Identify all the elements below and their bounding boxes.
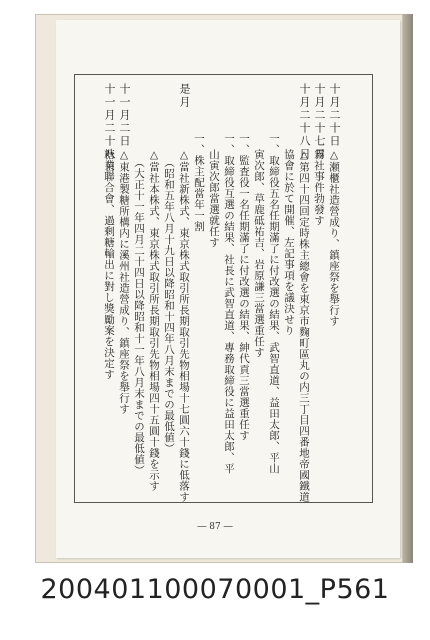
text-column: △第四十四回定時株主總會を東京市麴町區丸の内三丁目四番地帝國鐵道 <box>298 149 310 503</box>
text-column: △東港製糖所構内に溪州社造營成り、鎮座祭を舉行す <box>118 149 130 415</box>
text-column: 山寅次郎當選就任す <box>208 149 220 248</box>
archive-id-caption: 200401100070001_P561 <box>40 574 390 605</box>
text-column: 協會に於て開催、左記事項を議決せり <box>283 149 295 336</box>
text-column: 一、取締役互選の結果、社長に武智直道、專務取締役に益田太郎、平 <box>223 133 235 474</box>
text-column: 寅次郎、草鹿砥祐吉、岩原謙三當選重任す <box>253 149 265 358</box>
entry-date: 十月二十日 <box>328 83 341 148</box>
text-column: 霧社事件勃發す <box>313 149 325 226</box>
entry-date: 是月 <box>178 83 191 109</box>
text-column: △當社新株式、東京株式取引所長期取引先物相場十七圓六十錢に低落す <box>178 149 190 503</box>
entry-date: 十一月二十八日 <box>103 83 116 174</box>
text-column: 糖業聯合會、過剩糖輸出に對し獎勵案を決定す <box>103 149 115 380</box>
entry-date: 十月二十八日 <box>298 83 311 161</box>
text-column: 一、監査役一名任期滿了に付改選の結果、紳代貢三當選重任す <box>238 133 250 441</box>
book-spine <box>403 14 413 563</box>
text-column: △瀬櫃社造營成り、鎮座祭を舉行す <box>328 149 340 327</box>
text-column: （昭和五年八月十九日以降昭和十四年八月末までの最低値） <box>163 157 175 454</box>
page-number: ― 87 ― <box>197 522 233 532</box>
text-column: 一、取締役五名任期滿了に付改選の結果、武智直道、益田太郎、平山 <box>268 133 280 474</box>
text-frame <box>74 74 373 503</box>
entry-date: 十一月二日 <box>118 83 131 148</box>
text-column: △當社本株式、東京株式取引所長期取引先物相場四十五圓十錢を示す <box>148 149 160 492</box>
entry-date: 十月二十七日 <box>313 83 326 161</box>
text-column: （大正十一年四月二十四日以降昭和十一年八月末までの最低値） <box>133 157 145 476</box>
text-column: 一、株主配當年一割 <box>193 133 205 232</box>
